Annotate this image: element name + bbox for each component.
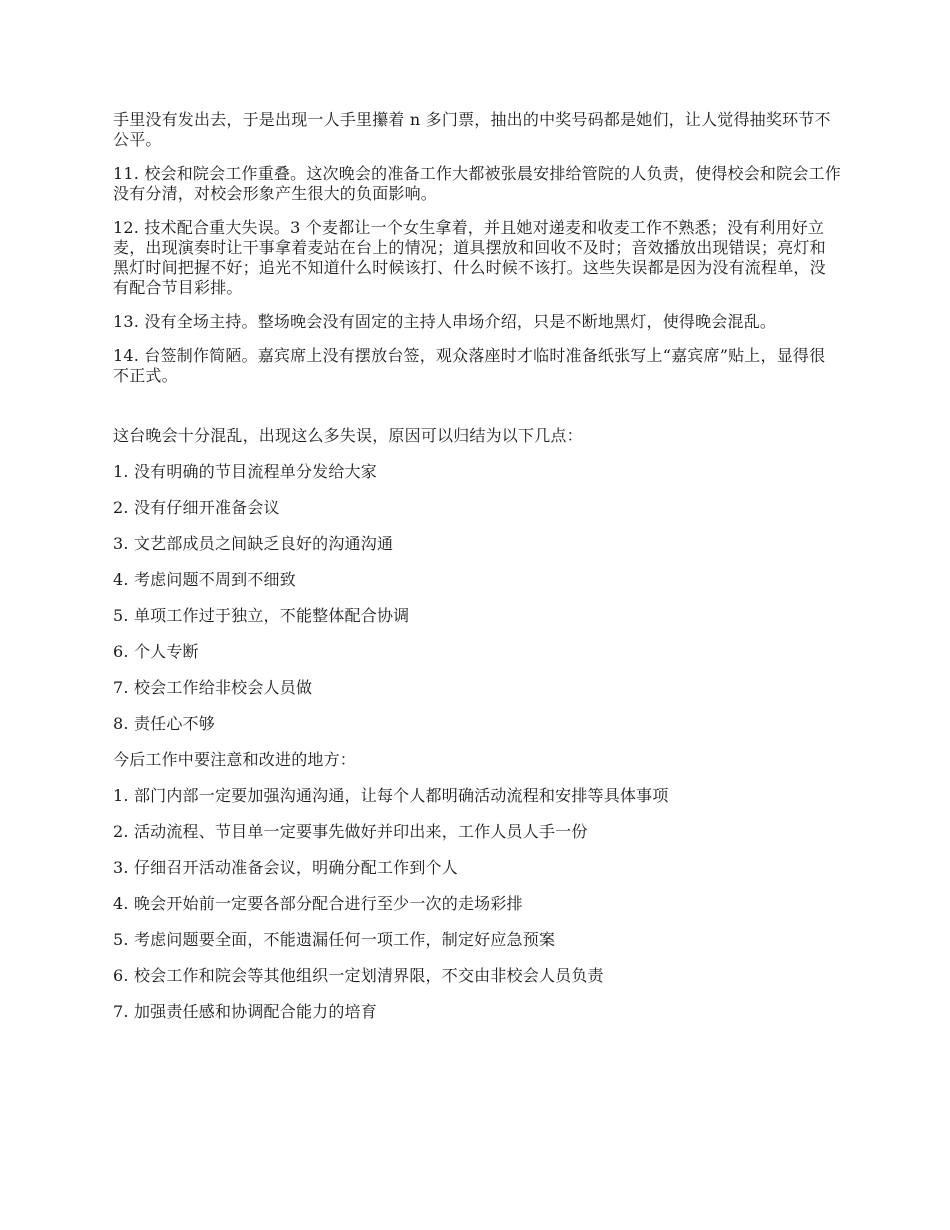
- document-page: [113, 110, 841, 1038]
- list-item: 1. 部门内部一定要加强沟通沟通，让每个人都明确活动流程和安排等具体事项: [113, 786, 669, 805]
- list-item: 8. 责任心不够: [113, 714, 215, 733]
- list-item: 5. 考虑问题要全面，不能遗漏任何一项工作，制定好应急预案: [113, 930, 556, 949]
- list-item: 4. 考虑问题不周到不细致: [113, 570, 296, 589]
- list-item: 7. 加强责任感和协调配合能力的培育: [113, 1002, 377, 1021]
- list-item: 1. 没有明确的节目流程单分发给大家: [113, 462, 377, 481]
- list-item: 4. 晚会开始前一定要各部分配合进行至少一次的走场彩排: [113, 894, 523, 913]
- paragraph-continued-ticket-issue: 手里没有发出去，于是出现一人手里攥着 n 多门票，抽出的中奖号码都是她们，让人觉得抽奖环节不公平。: [113, 110, 831, 149]
- list-item: 3. 仔细召开活动准备会议，明确分配工作到个人: [113, 858, 458, 877]
- list-item: 3. 文艺部成员之间缺乏良好的沟通沟通: [113, 534, 394, 553]
- causes-section: [113, 426, 841, 1022]
- paragraph-item-14: 14. 台签制作简陋。嘉宾席上没有摆放台签，观众落座时才临时准备纸张写上“嘉宾席”贴上，显得很不正式。: [113, 346, 826, 385]
- list-item: 7. 校会工作给非校会人员做: [113, 678, 313, 697]
- list-item: 5. 单项工作过于独立，不能整体配合协调: [113, 606, 410, 625]
- causes-intro: 这台晚会十分混乱，出现这么多失误，原因可以归结为以下几点：: [113, 426, 583, 445]
- list-item: 6. 校会工作和院会等其他组织一定划清界限，不交由非校会人员负责: [113, 966, 604, 985]
- list-item: 2. 活动流程、节目单一定要事先做好并印出来，工作人员人手一份: [113, 822, 588, 841]
- list-item: 6. 个人专断: [113, 642, 199, 661]
- problems-section: [113, 110, 841, 386]
- improvements-intro: 今后工作中要注意和改进的地方：: [113, 750, 357, 769]
- list-item: 2. 没有仔细开准备会议: [113, 498, 280, 517]
- paragraph-item-12: 12. 技术配合重大失误。3 个麦都让一个女生拿着，并且她对递麦和收麦工作不熟悉；没有利用好立麦，出现演奏时让干事拿着麦站在台上的情况；道具摆放和回收不及时；音效播放出现错误；亮灯和黑灯时间把握不好；追光不知道什么时候该打、什么时候不该打。这些失误都是因为没有流程单，没有配合节目彩排。: [113, 218, 826, 297]
- paragraph-item-11: 11. 校会和院会工作重叠。这次晚会的准备工作大都被张晨安排给管院的人负责，使得校会和院会工作没有分清，对校会形象产生很大的负面影响。: [113, 164, 841, 203]
- paragraph-item-13: 13. 没有全场主持。整场晚会没有固定的主持人串场介绍，只是不断地黑灯，使得晚会混乱。: [113, 312, 777, 331]
